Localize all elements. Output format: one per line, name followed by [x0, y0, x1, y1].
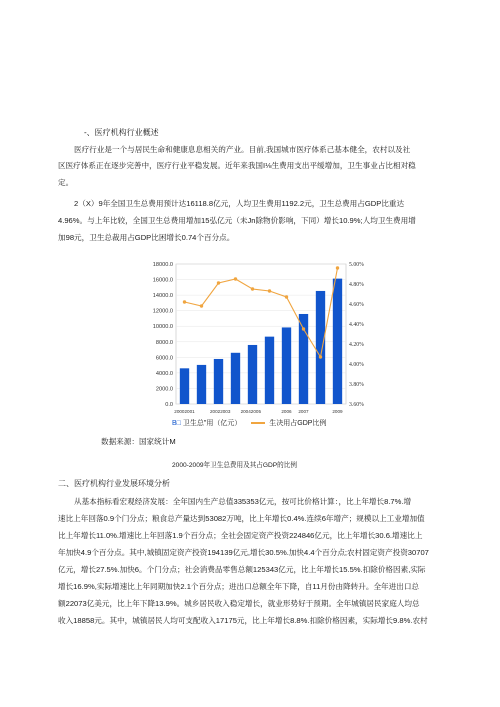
x-axis-tick-label: 2009 — [332, 409, 343, 414]
legend-line-label: 生决用占GDP比例 — [269, 420, 327, 427]
gdp-ratio-point — [251, 287, 254, 290]
bar — [214, 359, 223, 404]
source-note: 数据来源：国家统计M — [101, 437, 176, 446]
left-axis-tick-label: 0.0 — [165, 402, 173, 408]
section1-para1-line1: 医疗行业是一个与居民生命和健康息息相关的产业。目前,我国城市医疗体系己基本健全，农村以及社 — [74, 145, 411, 154]
legend-bar-marker: B — [172, 420, 177, 427]
section1-para2-line3: 加98元，卫生总裁用占GDP比困增长0.74个百分点。 — [58, 233, 235, 242]
left-axis-tick-label: 6000.0 — [155, 355, 173, 362]
chart-svg — [138, 258, 380, 426]
section2-heading: 二、医疗机构行业发展环境分析 — [58, 479, 170, 488]
bar — [316, 291, 325, 404]
gdp-ratio-point — [217, 281, 220, 284]
right-axis-tick-label: 4.20% — [349, 342, 364, 348]
section1-para1-line3: 定。 — [58, 178, 74, 187]
bar — [333, 279, 342, 404]
gdp-ratio-point — [319, 355, 322, 358]
right-axis-tick-label: 3.60% — [349, 402, 364, 408]
left-axis-tick-label: 16000.0 — [152, 277, 173, 284]
section2-line6: 增长16.9%,实际增速比上年同期加快2.1个百分点；进出口总额全年下降，自11月份由降转升。全年进出口总 — [58, 582, 420, 591]
gdp-ratio-point — [302, 327, 305, 330]
left-axis-tick-label: 10000.0 — [152, 324, 173, 331]
x-axis-tick-label: 2007 — [298, 409, 309, 414]
section2-line7: 额22073亿美元，比上年下降13.9%。城乡居民收入稳定增长，就业形势好于预期。全年城镇居民家庭人均总 — [58, 599, 420, 608]
legend-line-swatch — [251, 422, 265, 424]
section2-line2: 速比上年回落0.9个门分点；粮食总产量达到53082万吨，比上年增长0.4%.连续6年增产；规模以上工业增加值 — [58, 514, 425, 523]
right-axis-tick-label: 4.40% — [349, 322, 364, 328]
x-axis-tick-label: 20002001 — [174, 409, 195, 414]
right-axis-tick-label: 4.60% — [349, 302, 364, 308]
legend-bar-swatch: □ — [176, 420, 181, 427]
chart-caption: 2000-2009年卫生总费用及其占GDP的比例 — [172, 462, 297, 469]
x-axis-tick-label: 2006 — [281, 409, 292, 414]
section2-line3: 比上年增长11.0%.增速比上年回落1.9个百分点；全社会固定资产投资224846亿元，比上年增长30.6.增速比上 — [58, 531, 423, 540]
gdp-ratio-point — [285, 295, 288, 298]
section2-line5: 亿元，增长27.5%.加快6。个门分点；社会消费品零售总额125343亿元，比上年增长15.5%.扣除价格因素,实际 — [58, 565, 426, 574]
section1-para2-line1: 2（X）9年全国卫生总费用预计达16118.8亿元，人均卫生费用1192.2元，卫生总费用占GDP比重达 — [74, 199, 405, 208]
right-axis-tick-label: 3.80% — [349, 382, 364, 388]
left-axis-tick-label: 8000.0 — [155, 339, 173, 346]
section2-line1: 从基本指标看宏观经济发展：全年国内生产总值335353亿元，按可比价格计算：，比上年增长8.7%.增 — [74, 497, 412, 506]
gdp-ratio-point — [200, 304, 203, 307]
chart-legend — [172, 418, 326, 428]
bar — [248, 345, 257, 404]
section2-line8: 收入18858元。其中，城镇居民人均可支配收入17175元，比上年增长8.8%.扣除价格因素，实际增长9.8%.农村 — [58, 616, 428, 625]
right-axis-tick-label: 4.00% — [349, 362, 364, 368]
section1-para2-line2: 4.96%。与上年比较，全国卫生总费用增加15弘亿元（未Jn除物价影响，下同）增长10.9%;人均卫生费用增 — [58, 216, 416, 225]
gdp-ratio-point — [234, 277, 237, 280]
gdp-ratio-point — [183, 300, 186, 303]
section2-line4: 年加快4.9个百分点。其中,城镇固定资产投资194139亿元,增长30.5%.加快4.4个百分点;农村固定资产投资30707 — [58, 548, 429, 557]
left-axis-tick-label: 14000.0 — [152, 293, 173, 300]
bar — [231, 353, 240, 404]
bar — [282, 327, 291, 404]
left-axis-tick-label: 18000.0 — [152, 262, 173, 268]
x-axis-tick-label: 20022003 — [209, 409, 231, 414]
section1-heading: -、医疗机构行业概述 — [84, 128, 159, 137]
gdp-ratio-point — [268, 289, 271, 292]
x-axis-tick-label: 20042005 — [240, 409, 262, 414]
health-expenditure-chart — [138, 258, 380, 426]
right-axis-tick-label: 4.80% — [349, 282, 364, 288]
gdp-ratio-point — [336, 266, 339, 269]
bar — [180, 368, 189, 404]
left-axis-tick-label: 2000.0 — [155, 386, 173, 393]
left-axis-tick-label: 4000.0 — [155, 370, 173, 377]
legend-bar-label: 卫生总"用（亿元） — [182, 420, 242, 427]
section1-para1-line2: 区医疗体系正在逐步完善中，医疗行业平稳发展。近年来我国I⅛生费用支出平缓增加，卫生事业占比相对稳 — [58, 161, 416, 170]
right-axis-tick-label: 5.00% — [349, 262, 364, 268]
bar — [265, 337, 274, 404]
bar — [197, 365, 206, 404]
left-axis-tick-label: 12000.0 — [152, 308, 173, 315]
